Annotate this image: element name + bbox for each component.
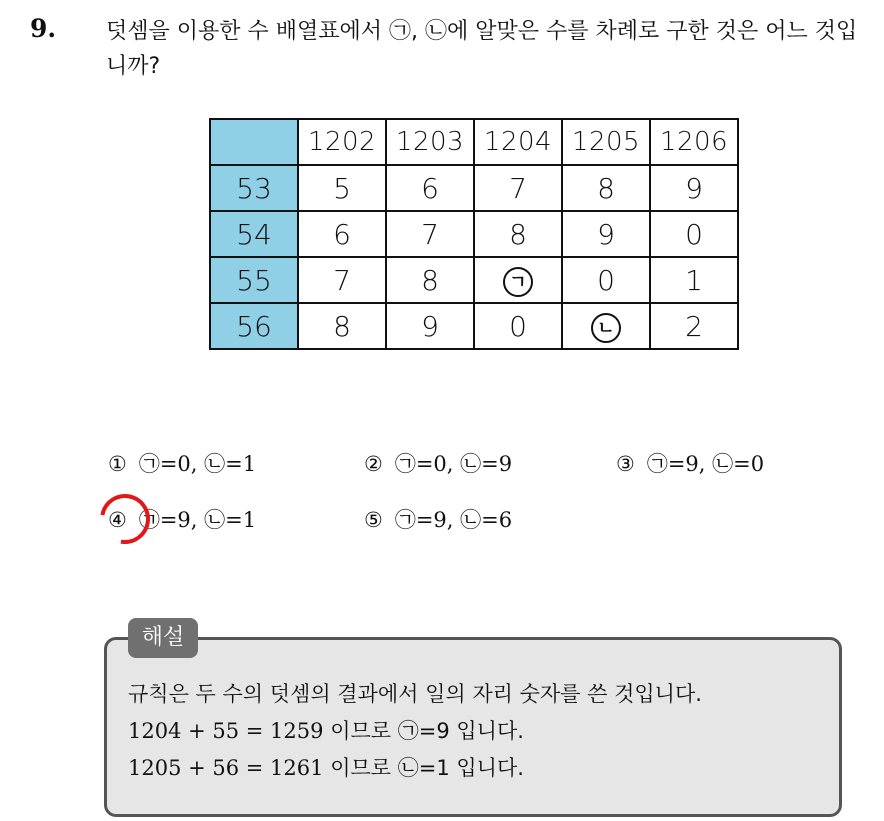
grid-cell: 7 — [474, 165, 562, 211]
row-head: 55 — [210, 257, 298, 303]
grid-cell: 0 — [474, 303, 562, 349]
grid-row — [210, 257, 738, 303]
grid-corner — [210, 119, 298, 165]
choice-3[interactable] — [616, 448, 764, 478]
row-head: 53 — [210, 165, 298, 211]
question-text: 덧셈을 이용한 수 배열표에서 ㉠, ㉡에 알맞은 수를 차례로 구한 것은 어느 것입니까? — [106, 19, 858, 79]
explanation-tail-2: 이므로 ㉠=9 입니다. — [330, 719, 524, 743]
col-head: 1205 — [562, 119, 650, 165]
grid-cell: 0 — [562, 257, 650, 303]
grid-cell: 9 — [386, 303, 474, 349]
grid-cell: 8 — [562, 165, 650, 211]
grid-cell: 8 — [298, 303, 386, 349]
grid-row — [210, 165, 738, 211]
grid-row — [210, 211, 738, 257]
explanation-line-1: 규칙은 두 수의 덧셈의 결과에서 일의 자리 숫자를 쓴 것입니다. — [128, 682, 702, 706]
grid-header-row — [210, 119, 738, 165]
grid-cell: 8 — [386, 257, 474, 303]
choice-number: ⑤ — [364, 508, 383, 532]
row-head: 54 — [210, 211, 298, 257]
explanation-line-2 — [128, 713, 702, 750]
choice-number: ③ — [616, 452, 635, 476]
grid-row — [210, 303, 738, 349]
explanation-line-3 — [128, 750, 702, 787]
grid-cell: 8 — [474, 211, 562, 257]
explanation-expr-3: 1205 + 56 = 1261 — [128, 756, 324, 780]
blank-b-marker: ㄴ — [591, 313, 621, 343]
explanation-text — [128, 676, 702, 787]
explanation-expr-2: 1204 + 55 = 1259 — [128, 719, 324, 743]
choice-1[interactable] — [108, 448, 256, 478]
choice-text: ㉠=0, ㉡=9 — [394, 452, 513, 476]
col-head: 1204 — [474, 119, 562, 165]
red-answer-circle — [90, 484, 160, 554]
choice-4[interactable] — [108, 504, 256, 534]
choice-2[interactable] — [364, 448, 512, 478]
choice-text: ㉠=9, ㉡=0 — [646, 452, 765, 476]
choice-number: ④ — [108, 508, 127, 532]
choice-text: ㉠=9, ㉡=6 — [394, 508, 513, 532]
grid-cell: 9 — [562, 211, 650, 257]
row-head: 56 — [210, 303, 298, 349]
question-number: 9. — [30, 14, 57, 43]
grid-cell: 9 — [650, 165, 738, 211]
grid-cell: 7 — [298, 257, 386, 303]
choice-number: ① — [108, 452, 127, 476]
explanation-label: 해설 — [128, 618, 198, 658]
choice-5[interactable] — [364, 504, 512, 534]
col-head: 1206 — [650, 119, 738, 165]
choice-text: ㉠=9, ㉡=1 — [138, 508, 257, 532]
choice-text: ㉠=0, ㉡=1 — [138, 452, 257, 476]
grid-cell: 2 — [650, 303, 738, 349]
explanation-tail-3: 이므로 ㉡=1 입니다. — [330, 756, 524, 780]
grid-cell: 6 — [298, 211, 386, 257]
grid-cell: 0 — [650, 211, 738, 257]
grid-cell: 6 — [386, 165, 474, 211]
col-head: 1202 — [298, 119, 386, 165]
grid-cell: 5 — [298, 165, 386, 211]
col-head: 1203 — [386, 119, 474, 165]
grid-cell-blank-b — [562, 303, 650, 349]
grid-cell: 1 — [650, 257, 738, 303]
grid-cell: 7 — [386, 211, 474, 257]
blank-a-marker: ㄱ — [503, 267, 533, 297]
grid-cell-blank-a — [474, 257, 562, 303]
number-grid — [209, 118, 739, 350]
choice-number: ② — [364, 452, 383, 476]
